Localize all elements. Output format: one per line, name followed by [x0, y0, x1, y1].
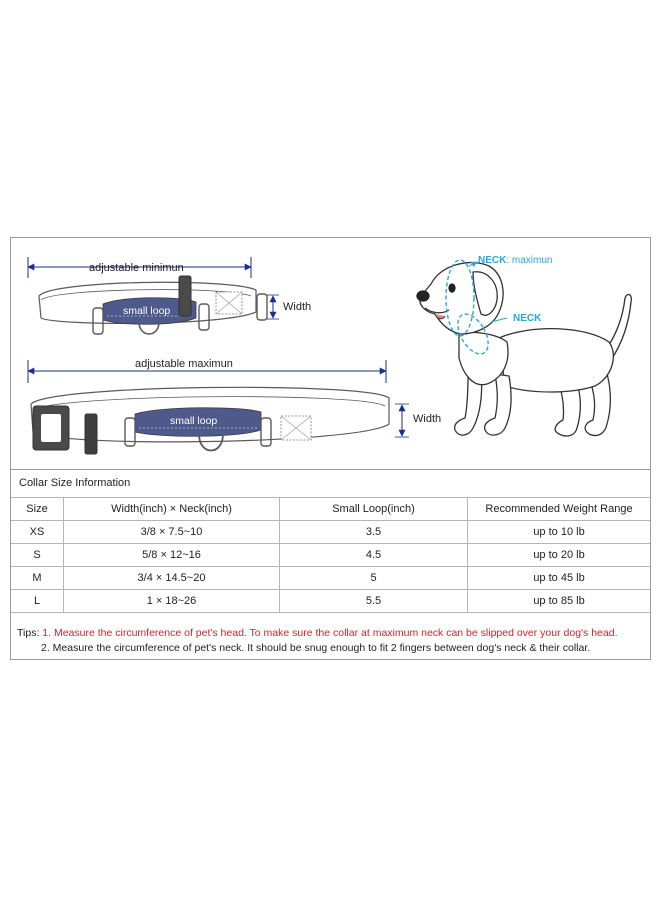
cell-width-neck: 3/8 × 7.5~10: [64, 521, 280, 544]
cell-width-neck: 5/8 × 12~16: [64, 544, 280, 567]
tips-prefix: Tips:: [17, 627, 40, 639]
tips-section: [17, 626, 647, 656]
cell-small-loop: 5.5: [280, 590, 468, 613]
table-row: [11, 567, 650, 590]
buckle-tab: [179, 276, 191, 316]
cell-small-loop: 5: [280, 567, 468, 590]
adjustable-max-label: adjustable maximun: [135, 358, 233, 370]
divider: [11, 469, 650, 470]
cell-size: L: [11, 590, 64, 613]
cell-weight: up to 10 lb: [468, 521, 651, 544]
size-chart-panel: [10, 237, 651, 660]
cell-size: M: [11, 567, 64, 590]
header-small-loop: Small Loop(inch): [280, 498, 468, 521]
header-size: Size: [11, 498, 64, 521]
cell-small-loop: 4.5: [280, 544, 468, 567]
cell-weight: up to 85 lb: [468, 590, 651, 613]
small-loop-label: small loop: [123, 305, 171, 317]
cell-small-loop: 3.5: [280, 521, 468, 544]
table-header-row: [11, 498, 650, 521]
dog-illustration: [417, 263, 631, 436]
width-label-small: Width: [283, 301, 312, 313]
header-weight: Recommended Weight Range: [468, 498, 651, 521]
large-loop-label: small loop: [170, 415, 218, 427]
tip-neck-circumference: 2. Measure the circumference of pet's neck. It should be snug enough to fit 2 fingers between dog's neck & their collar.: [41, 642, 591, 654]
cell-size: XS: [11, 521, 64, 544]
cell-weight: up to 45 lb: [468, 567, 651, 590]
svg-text:NECK: maximun: [478, 255, 552, 266]
small-collar: [28, 257, 311, 334]
adjustable-min-label: adjustable minimun: [89, 262, 184, 274]
cell-size: S: [11, 544, 64, 567]
large-collar: [28, 358, 441, 454]
table-title: Collar Size Information: [19, 477, 131, 489]
cell-width-neck: 3/4 × 14.5~20: [64, 567, 280, 590]
neck-max-label: NECK: [478, 255, 507, 266]
collar-dog-diagram: [11, 238, 650, 470]
header-width-neck: Width(inch) × Neck(inch): [64, 498, 280, 521]
neck-max-suffix: : maximun: [506, 255, 553, 266]
tip-head-circumference: 1. Measure the circumference of pet's head. To make sure the collar at maximum neck can be slipped over your dog's head.: [42, 627, 618, 639]
table-row: [11, 590, 650, 613]
neck-label: NECK: [513, 313, 542, 324]
table-row: [11, 544, 650, 567]
width-label-large: Width: [413, 413, 442, 425]
size-table: [11, 497, 650, 613]
cell-width-neck: 1 × 18~26: [64, 590, 280, 613]
cell-weight: up to 20 lb: [468, 544, 651, 567]
table-row: [11, 521, 650, 544]
